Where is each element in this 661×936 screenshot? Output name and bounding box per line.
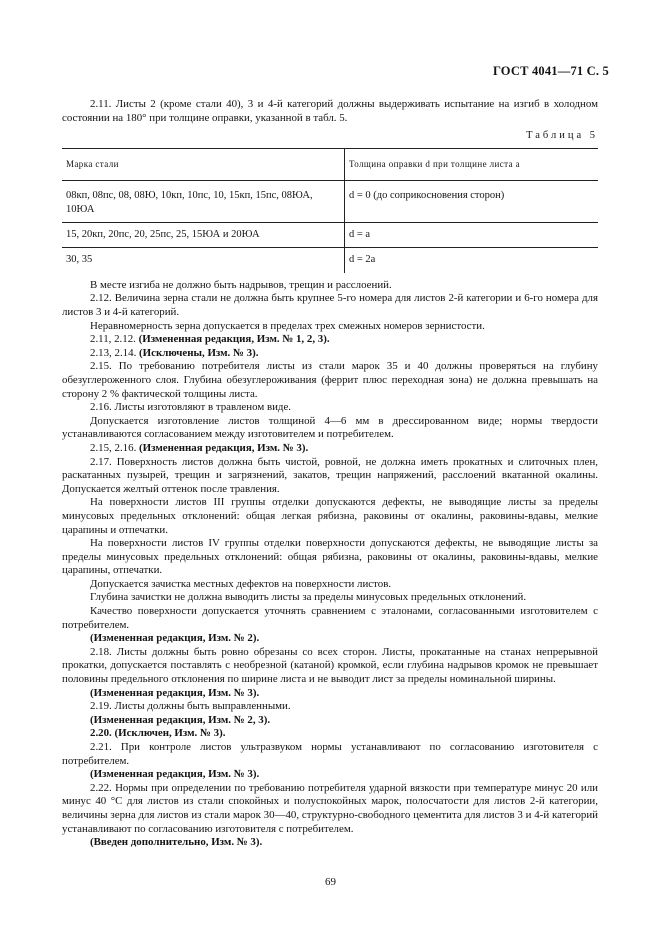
- paragraph: Качество поверхности допускается уточнять сравнением с эталонами, согласованными изготовителем с потребителем.: [62, 605, 598, 631]
- cell-steel: 15, 20кп, 20пс, 20, 25пс, 25, 15ЮА и 20ЮА: [62, 223, 345, 248]
- cell-steel: 30, 35: [62, 248, 345, 273]
- cell-mandrel: d = 2a: [349, 254, 376, 266]
- paragraph: Допускается изготовление листов толщиной 4—6 мм в дрессированном виде; нормы твердости устанавливаются согласованием между изготовителем и потребителем.: [62, 414, 598, 441]
- note-ref: 2.11, 2.12.: [90, 333, 139, 346]
- paragraph-2-16: 2.16. Листы изготовляют в травленом виде.: [90, 401, 292, 414]
- page-number: 69: [325, 876, 336, 888]
- amendment-note: [62, 442, 598, 456]
- note-text: (Измененная редакция, Изм. № 3).: [139, 441, 309, 454]
- amendment-note: (Измененная редакция, Изм. № 2, 3).: [90, 713, 271, 726]
- amendment-note: (Измененная редакция, Изм. № 3).: [90, 686, 260, 699]
- col-header-steel: Марка стали: [62, 148, 345, 180]
- paragraph-2-21: 2.21. При контроле листов ультразвуком нормы устанавливают по согласованию изготовителя с потребителем.: [62, 741, 598, 767]
- paragraph: В месте изгиба не должно быть надрывов, трещин и расслоений.: [90, 278, 392, 291]
- paragraph: На поверхности листов III группы отделки допускаются дефекты, не выводящие листы за пределы минусовых предельных отклонений: общая легкая рябизна, раковины от окалины, раковины-вдавы, мелкие царапины и отпечатки.: [62, 496, 598, 536]
- table-row: [62, 181, 598, 223]
- col-header-mandrel: Толщина оправки d при толщине листа a: [345, 148, 599, 180]
- table-header-row: [62, 148, 598, 180]
- amendment-note: (Измененная редакция, Изм. № 2).: [90, 632, 260, 645]
- paragraph-2-18: 2.18. Листы должны быть ровно обрезаны со всех сторон. Листы, прокатанные на станах непрерывной прокатки, допускается поставлять с необрезной (катаной) кромкой, если глубина надрывов кромок не превышает половины предельного отклонения по ширине листа и не выводит лист за пределы номинальной ширины.: [62, 645, 598, 686]
- paragraph-2-22: 2.22. Нормы при определении по требованию потребителя ударной вязкости при температуре минус 20 или минус 40 °С для листов из стали спокойных и полуспокойных марок, полосчатости для листов 2-й категории, величины зерна для листов из стали марок 30—40, структурно-свободного цементита для листов 3 и 4-й категорий устанавливают по согласованию изготовителя с потребителем.: [62, 781, 598, 835]
- cell-mandrel: d = 0 (до соприкосновения сторон): [345, 181, 599, 223]
- amendment-note: (Введен дополнительно, Изм. № 3).: [90, 836, 263, 849]
- note-text: (Исключены, Изм. № 3).: [139, 346, 259, 359]
- paragraph: Глубина зачистки не должна выводить листы за пределы минусовых предельных отклонений.: [90, 591, 527, 604]
- paragraph: Неравномерность зерна допускается в пределах трех смежных номеров зернистости.: [90, 319, 485, 332]
- paragraph-2-20: 2.20. (Исключен, Изм. № 3).: [90, 727, 226, 740]
- amendment-note: [62, 347, 598, 361]
- cell-mandrel: d = a: [345, 223, 599, 248]
- paragraph: На поверхности листов IV группы отделки поверхности допускаются дефекты, не выводящие листы за пределы минусовых предельных отклонений: общая рябизна, раковины от окалины, раковины-вдавы, мелкие царапины, отпечатки.: [62, 537, 598, 577]
- document-header: ГОСТ 4041—71 С. 5: [492, 64, 609, 78]
- note-ref: 2.13, 2.14.: [90, 346, 140, 359]
- paragraph-2-15: 2.15. По требованию потребителя листы из стали марок 35 и 40 должны проверяться на глубину обезуглероженного слоя. Глубина обезуглероживания (феррит плюс переходная зона) не должна превышать на сторону 2 % фактической толщины листа.: [62, 360, 598, 400]
- note-ref: 2.15, 2.16.: [90, 441, 140, 454]
- paragraph-2-12: 2.12. Величина зерна стали не должна быть крупнее 5-го номера для листов 2-й категории и 6-го номера для листов 3 и 4-й категорий.: [62, 292, 598, 318]
- document-body: [62, 98, 598, 850]
- cell-steel: 08кп, 08пс, 08, 08Ю, 10кп, 10пс, 10, 15кп, 15пс, 08ЮА, 10ЮА: [62, 181, 345, 223]
- amendment-note: (Измененная редакция, Изм. № 3).: [90, 768, 260, 781]
- paragraph-2-17: 2.17. Поверхность листов должна быть чистой, ровной, не должна иметь прокатных и слиточных плен, раскатанных пузырей, трещин и загрязнений, закатов, трещин напряжений, расслоений вкатанной окалины. Допускается желтый оттенок после травления.: [62, 455, 598, 495]
- table-caption: Таблица 5: [526, 130, 598, 142]
- paragraph-2-11: 2.11. Листы 2 (кроме стали 40), 3 и 4-й категорий должны выдерживать испытание на изгиб в холодном состоянии на 180° при толщине оправки, указанной в табл. 5.: [62, 98, 598, 124]
- paragraph-2-19: 2.19. Листы должны быть выправленными.: [90, 700, 291, 713]
- table-row: [62, 223, 598, 248]
- table-5: [62, 148, 598, 273]
- amendment-note: [62, 333, 598, 347]
- table-row: [62, 248, 598, 273]
- note-text: (Измененная редакция, Изм. № 1, 2, 3).: [138, 333, 330, 346]
- paragraph: Допускается зачистка местных дефектов на поверхности листов.: [90, 577, 392, 590]
